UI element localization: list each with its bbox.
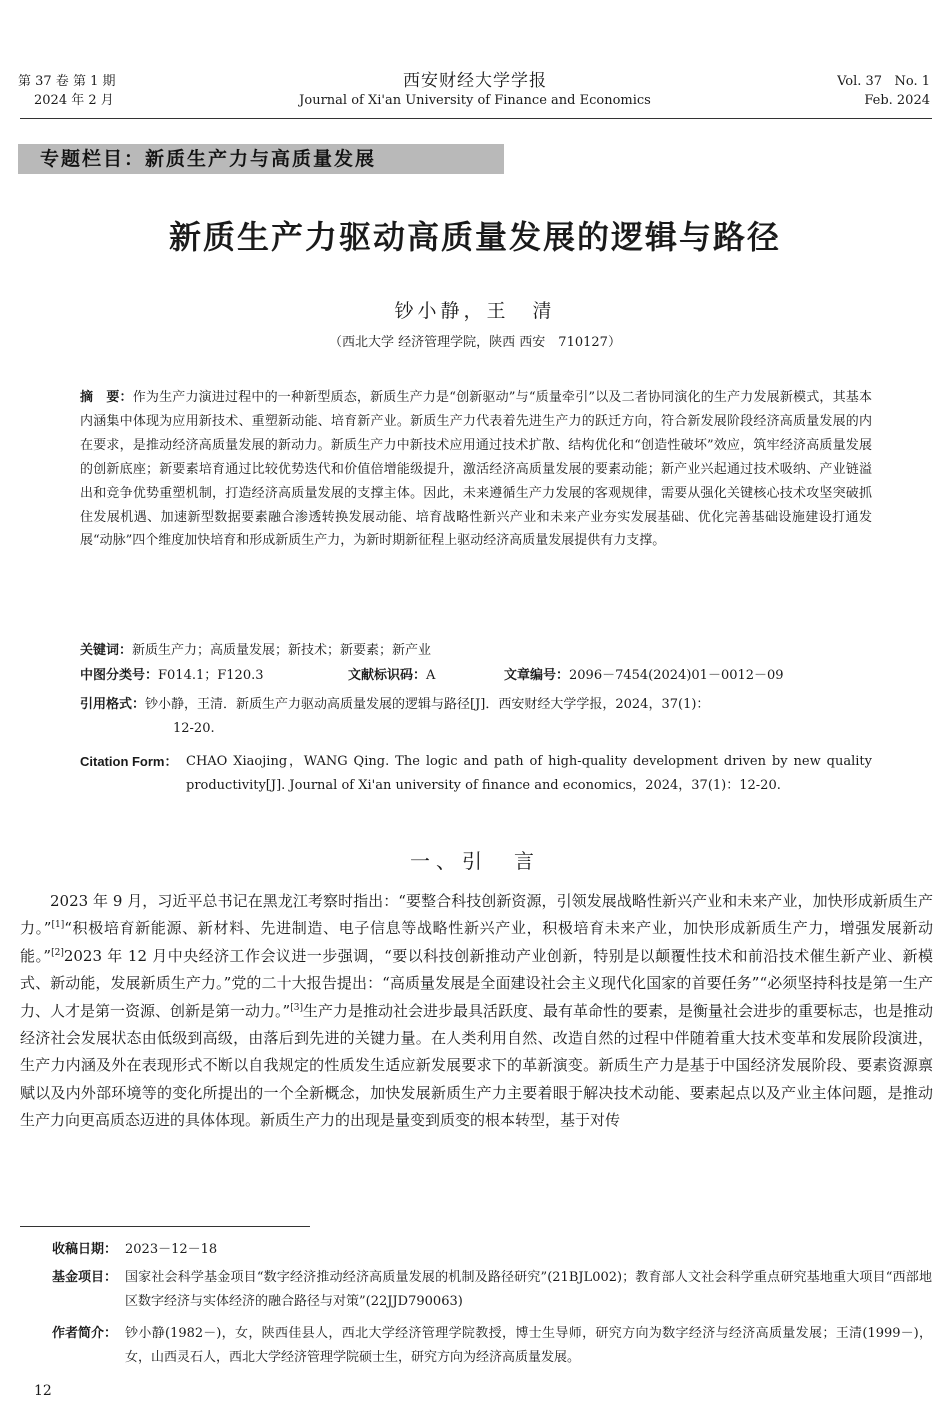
author-bio-label: 作者简介： — [52, 1326, 118, 1341]
column-banner: 专题栏目：新质生产力与高质量发展 — [18, 144, 504, 174]
issue-info-en — [837, 72, 930, 110]
journal-name-en: Journal of Xi'an University of Finance and Economics — [299, 93, 651, 108]
received-value: 2023－12－18 — [125, 1242, 218, 1257]
section-heading: 一、引 言 — [410, 849, 540, 873]
body-text-1: 2023 年 9 月，习近平总书记在黑龙江考察时指出：“要整合科技创新资源，引领发展战略性新兴产业和未来产业，加快形成新质生产力。” — [20, 892, 933, 938]
citation-cn-label: 引用格式： — [80, 697, 146, 712]
journal-name-cn: 西安财经大学学报 — [403, 71, 547, 91]
citation-cn-cont: 12-20. — [173, 721, 215, 736]
volume-en: Vol. 37 No. 1 — [837, 74, 930, 89]
doc-code-value: A — [426, 668, 436, 683]
date-en: Feb. 2024 — [864, 93, 930, 108]
doc-code-label: 文献标识码： — [348, 668, 427, 683]
footnote-author — [52, 1322, 932, 1370]
body-text-2: “积极培育新能源、新材料、先进制造、电子信息等战略性新兴产业，积极培育未来产业，加快形成新质生产力，增强发展新动能。” — [20, 919, 933, 965]
affiliation: （西北大学 经济管理学院，陕西 西安 710127） — [329, 335, 621, 350]
keywords — [80, 639, 431, 663]
body-text-4: 生产力是推动社会进步最具活跃度、最有革命性的要素，是衡量社会进步的重要标志，也是推动经济社会发展状态由低级到高级，由落后到先进的关键力量。在人类利用自然、改造自然的过程中伴随着重大技术变革和发展阶段演进，生产力内涵及外在表现形式不断以自我规定的性质发生适应新发展要求下的革新演变。新质生产力是基于中国经济发展阶段、要素资源禀赋以及内外部环境等的变化所提出的一个全新概念，加快发展新质生产力主要着眼于解决技术动能、要素起点以及产业主体问题，是推动生产力向更高质态迈进的具体体现。新质生产力的出现是量变到质变的根本转型，基于对传 — [20, 1001, 934, 1130]
header-rule — [20, 118, 932, 119]
citation-en — [80, 750, 872, 798]
clc-value: F014.1；F120.3 — [158, 668, 264, 683]
article-no-value: 2096－7454(2024)01－0012－09 — [569, 668, 784, 683]
article-no-label: 文章编号： — [504, 668, 570, 683]
page-number: 12 — [34, 1383, 52, 1399]
body-text-3: 2023 年 12 月中央经济工作会议进一步强调，“要以科技创新推动产业创新，特别是以颠覆性技术和前沿技术催生新产业、新模式、新动能，发展新质生产力。”党的二十大报告提出：“高质量发展是全面建设社会主义现代化国家的首要任务”“必须坚持科技是第一生产力、人才是第一资源、创新是第一动力。” — [20, 946, 933, 1020]
ref-1[interactable]: [1] — [51, 920, 65, 931]
ref-2[interactable]: [2] — [51, 947, 64, 958]
footnote-fund — [52, 1266, 932, 1314]
author-bio-value: 钞小静(1982－)，女，陕西佳县人，西北大学经济管理学院教授，博士生导师，研究方向为数字经济与经济高质量发展；王清(1999－)，女，山西灵石人，西北大学经济管理学院硕士生，研究方向为经济高质量发展。 — [125, 1326, 932, 1365]
fund-value: 国家社会科学基金项目“数字经济推动经济高质量发展的机制及路径研究”(21BJL002)；教育部人文社会科学重点研究基地重大项目“西部地区数字经济与实体经济的融合路径与对策”(22JJD790063) — [125, 1270, 932, 1309]
journal-header — [0, 70, 950, 110]
footnote-received — [52, 1238, 932, 1262]
ref-3[interactable]: [3] — [290, 1002, 303, 1013]
keywords-text: 新质生产力；高质量发展；新技术；新要素；新产业 — [132, 643, 432, 658]
citation-cn-text: 钞小静，王清．新质生产力驱动高质量发展的逻辑与路径[J]．西安财经大学学报，2024，37(1)： — [145, 697, 710, 712]
citation-cn — [80, 693, 872, 741]
clc-label: 中图分类号： — [80, 668, 159, 683]
date-cn: 2024 年 2 月 — [34, 93, 114, 108]
abstract-label: 摘 要： — [80, 390, 133, 405]
body-paragraph — [20, 888, 933, 1135]
received-label: 收稿日期： — [52, 1242, 118, 1257]
footnote-rule — [20, 1226, 310, 1227]
paper-title: 新质生产力驱动高质量发展的逻辑与路径 — [168, 218, 781, 256]
keywords-label: 关键词： — [80, 643, 133, 658]
volume-cn: 第 37 卷 第 1 期 — [18, 74, 116, 89]
abstract — [80, 386, 872, 553]
authors: 钞小静，王 清 — [394, 300, 556, 322]
citation-en-label: Citation Form： — [80, 754, 178, 769]
fund-label: 基金项目： — [52, 1270, 118, 1285]
citation-en-text: CHAO Xiaojing，WANG Qing. The logic and path of high-quality development driven by new quality productivity[J]. Journal of Xi'an university of finance and economics，2024，37(1)：12-20. — [186, 754, 872, 793]
abstract-text: 作为生产力演进过程中的一种新型质态，新质生产力是“创新驱动”与“质量牵引”以及二者协同演化的生产力发展新模式，其基本内涵集中体现为应用新技术、重塑新动能、培育新产业。新质生产力代表着先进生产力的跃迁方向，符合新发展阶段经济高质量发展的内在要求，是推动经济高质量发展的新动力。新质生产力中新技术应用通过技术扩散、结构优化和“创造性破坏”效应，筑牢经济高质量发展的创新底座；新要素培育通过比较优势迭代和价值倍增能级提升，激活经济高质量发展的要素动能；新产业兴起通过技术吸纳、产业链溢出和竞争优势重塑机制，打造经济高质量发展的支撑主体。因此，未来遵循生产力发展的客观规律，需要从强化关键核心技术攻坚突破抓住发展机遇、加速新型数据要素融合渗透转换发展动能、培育战略性新兴产业和未来产业夯实发展基础、优化完善基础设施建设打通发展“动脉”四个维度加快培育和形成新质生产力，为新时期新征程上驱动经济高质量发展提供有力支撑。 — [80, 390, 872, 549]
